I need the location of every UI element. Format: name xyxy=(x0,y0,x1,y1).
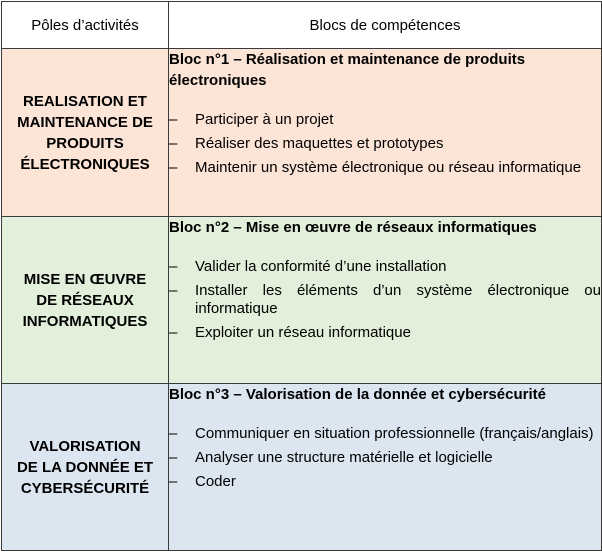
dash-bullet: – xyxy=(169,111,178,128)
pole-cell xyxy=(2,384,169,551)
dash-bullet: – xyxy=(169,449,178,466)
pole-label-line: VALORISATION xyxy=(29,437,141,455)
competence-text: Coder xyxy=(195,473,236,490)
competence-text: Valider la conformité d’une installation xyxy=(195,258,447,275)
pole-label-line: DE LA DONNÉE ET xyxy=(16,458,154,476)
dash-bullet: – xyxy=(169,282,178,299)
list-item xyxy=(169,425,601,443)
table-row xyxy=(2,49,602,217)
competence-text: Installer les éléments d’un système électronique ou informatique xyxy=(195,282,601,317)
competence-list xyxy=(169,258,601,342)
competence-text: Analyser une structure matérielle et logicielle xyxy=(195,449,493,466)
skills-table xyxy=(1,1,602,551)
competence-list xyxy=(169,111,601,177)
pole-label-line: ÉLECTRONIQUES xyxy=(20,155,150,173)
competence-text: Exploiter un réseau informatique xyxy=(195,324,411,341)
list-item xyxy=(169,159,601,177)
list-item xyxy=(169,449,601,467)
competence-list xyxy=(169,425,601,491)
pole-cell xyxy=(2,217,169,384)
bloc-cell xyxy=(169,384,602,551)
pole-label-line: INFORMATIQUES xyxy=(22,312,148,330)
list-item xyxy=(169,282,601,318)
dash-bullet: – xyxy=(169,473,178,490)
header-poles: Pôles d’activités xyxy=(2,2,169,49)
competence-text: Communiquer en situation professionnelle (français/anglais) xyxy=(195,425,594,442)
pole-label-line: CYBERSÉCURITÉ xyxy=(20,479,150,497)
bloc-title: Bloc n°2 – Mise en œuvre de réseaux informatiques xyxy=(169,219,537,236)
dash-bullet: – xyxy=(169,425,178,442)
list-item xyxy=(169,324,601,342)
list-item xyxy=(169,258,601,276)
pole-label-line: MAINTENANCE DE xyxy=(17,113,153,131)
pole-label-line: DE RÉSEAUX xyxy=(36,291,134,309)
pole-label-line: MISE EN ŒUVRE xyxy=(23,270,147,288)
list-item xyxy=(169,111,601,129)
header-blocs: Blocs de compétences xyxy=(169,2,602,49)
pole-label-line: PRODUITS xyxy=(46,134,124,152)
bloc-cell xyxy=(169,217,602,384)
list-item xyxy=(169,473,601,491)
competence-text: Participer à un projet xyxy=(195,111,334,128)
dash-bullet: – xyxy=(169,135,178,152)
dash-bullet: – xyxy=(169,159,178,176)
list-item xyxy=(169,135,601,153)
table-row xyxy=(2,384,602,551)
dash-bullet: – xyxy=(169,258,178,275)
dash-bullet: – xyxy=(169,324,178,341)
pole-cell xyxy=(2,49,169,217)
competence-text: Réaliser des maquettes et prototypes xyxy=(195,135,444,152)
competence-text: Maintenir un système électronique ou réseau informatique xyxy=(195,159,582,176)
pole-label-line: REALISATION ET xyxy=(23,92,147,110)
table-row xyxy=(2,217,602,384)
table-header-row xyxy=(2,2,602,49)
bloc-title: Bloc n°3 – Valorisation de la donnée et cybersécurité xyxy=(169,386,546,403)
bloc-cell xyxy=(169,49,602,217)
bloc-title: Bloc n°1 – Réalisation et maintenance de produits électroniques xyxy=(169,51,526,89)
